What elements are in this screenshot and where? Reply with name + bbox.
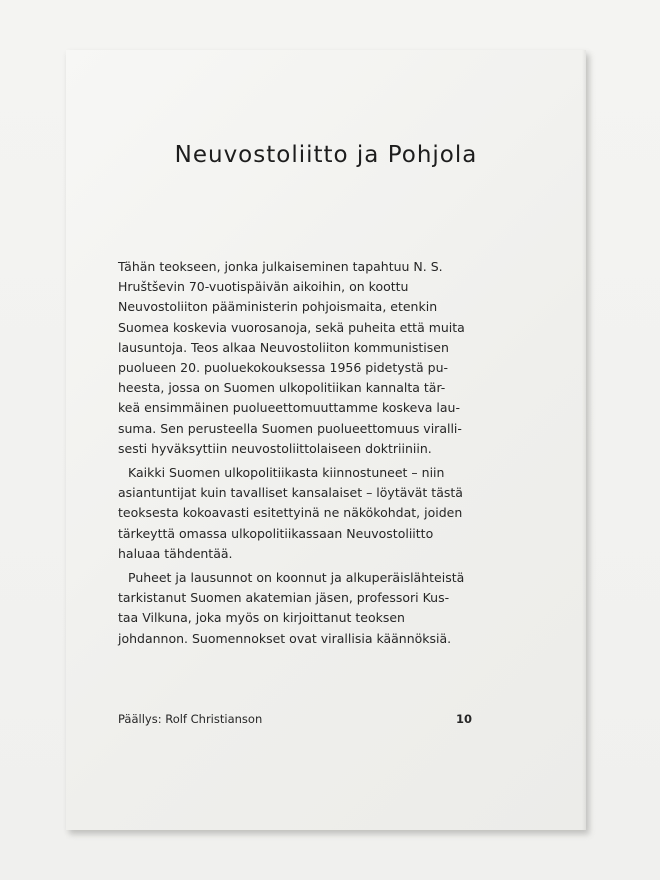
text-line: Puheet ja lausunnot on koonnut ja alkuperäislähteistä [128, 570, 465, 586]
text-line: sesti hyväksyttiin neuvostoliittolaiseen doktriiniin. [118, 440, 432, 456]
text-line: Hruštševin 70-vuotispäivän aikoihin, on koottu [118, 279, 409, 295]
text-line: tärkeyttä omassa ulkopolitiikassaan Neuvostoliitto [118, 525, 434, 541]
text-line: Suomea koskevia vuorosanoja, sekä puheita että muita [118, 319, 465, 335]
text-line: johdannon. Suomennokset ovat virallisia käännöksiä. [118, 630, 452, 646]
text-line: haluaa tähdentää. [118, 545, 233, 561]
text-line: teoksesta kokoavasti esitettyinä ne näkökohdat, joiden [118, 505, 463, 521]
text-line: suma. Sen perusteella Suomen puolueettomuus viralli- [118, 420, 462, 436]
paragraph-3 [118, 568, 526, 649]
cover-designer-credit: Päällys: Rolf Christianson [118, 712, 263, 726]
text-line: asiantuntijat kuin tavalliset kansalaiset – löytävät tästä [118, 485, 463, 501]
text-line: taa Vilkuna, joka myös on kirjoittanut teoksen [118, 610, 405, 626]
text-line: Kaikki Suomen ulkopolitiikasta kiinnostuneet – niin [128, 465, 445, 481]
text-line: Tähän teokseen, jonka julkaiseminen tapahtuu N. S. [118, 259, 443, 274]
paragraph-1 [118, 257, 526, 459]
text-line: lausuntoja. Teos alkaa Neuvostoliiton kommunistisen [118, 339, 449, 355]
book-title: Neuvostoliitto ja Pohjola [174, 142, 478, 168]
text-line: heesta, jossa on Suomen ulkopolitiikan kannalta tär- [118, 380, 446, 396]
text-line: Neuvostoliiton pääministerin pohjoismaita, etenkin [118, 299, 438, 315]
text-line: puolueen 20. puoluekokouksessa 1956 pidetystä pu- [118, 360, 449, 376]
book-back-cover [66, 50, 586, 830]
text-line: keä ensimmäinen puolueettomuuttamme koskeva lau- [118, 400, 460, 416]
text-line: tarkistanut Suomen akatemian jäsen, professori Kus- [118, 590, 450, 606]
blurb-text [118, 257, 526, 653]
series-number: 10 [456, 712, 473, 726]
paragraph-2 [118, 463, 526, 564]
